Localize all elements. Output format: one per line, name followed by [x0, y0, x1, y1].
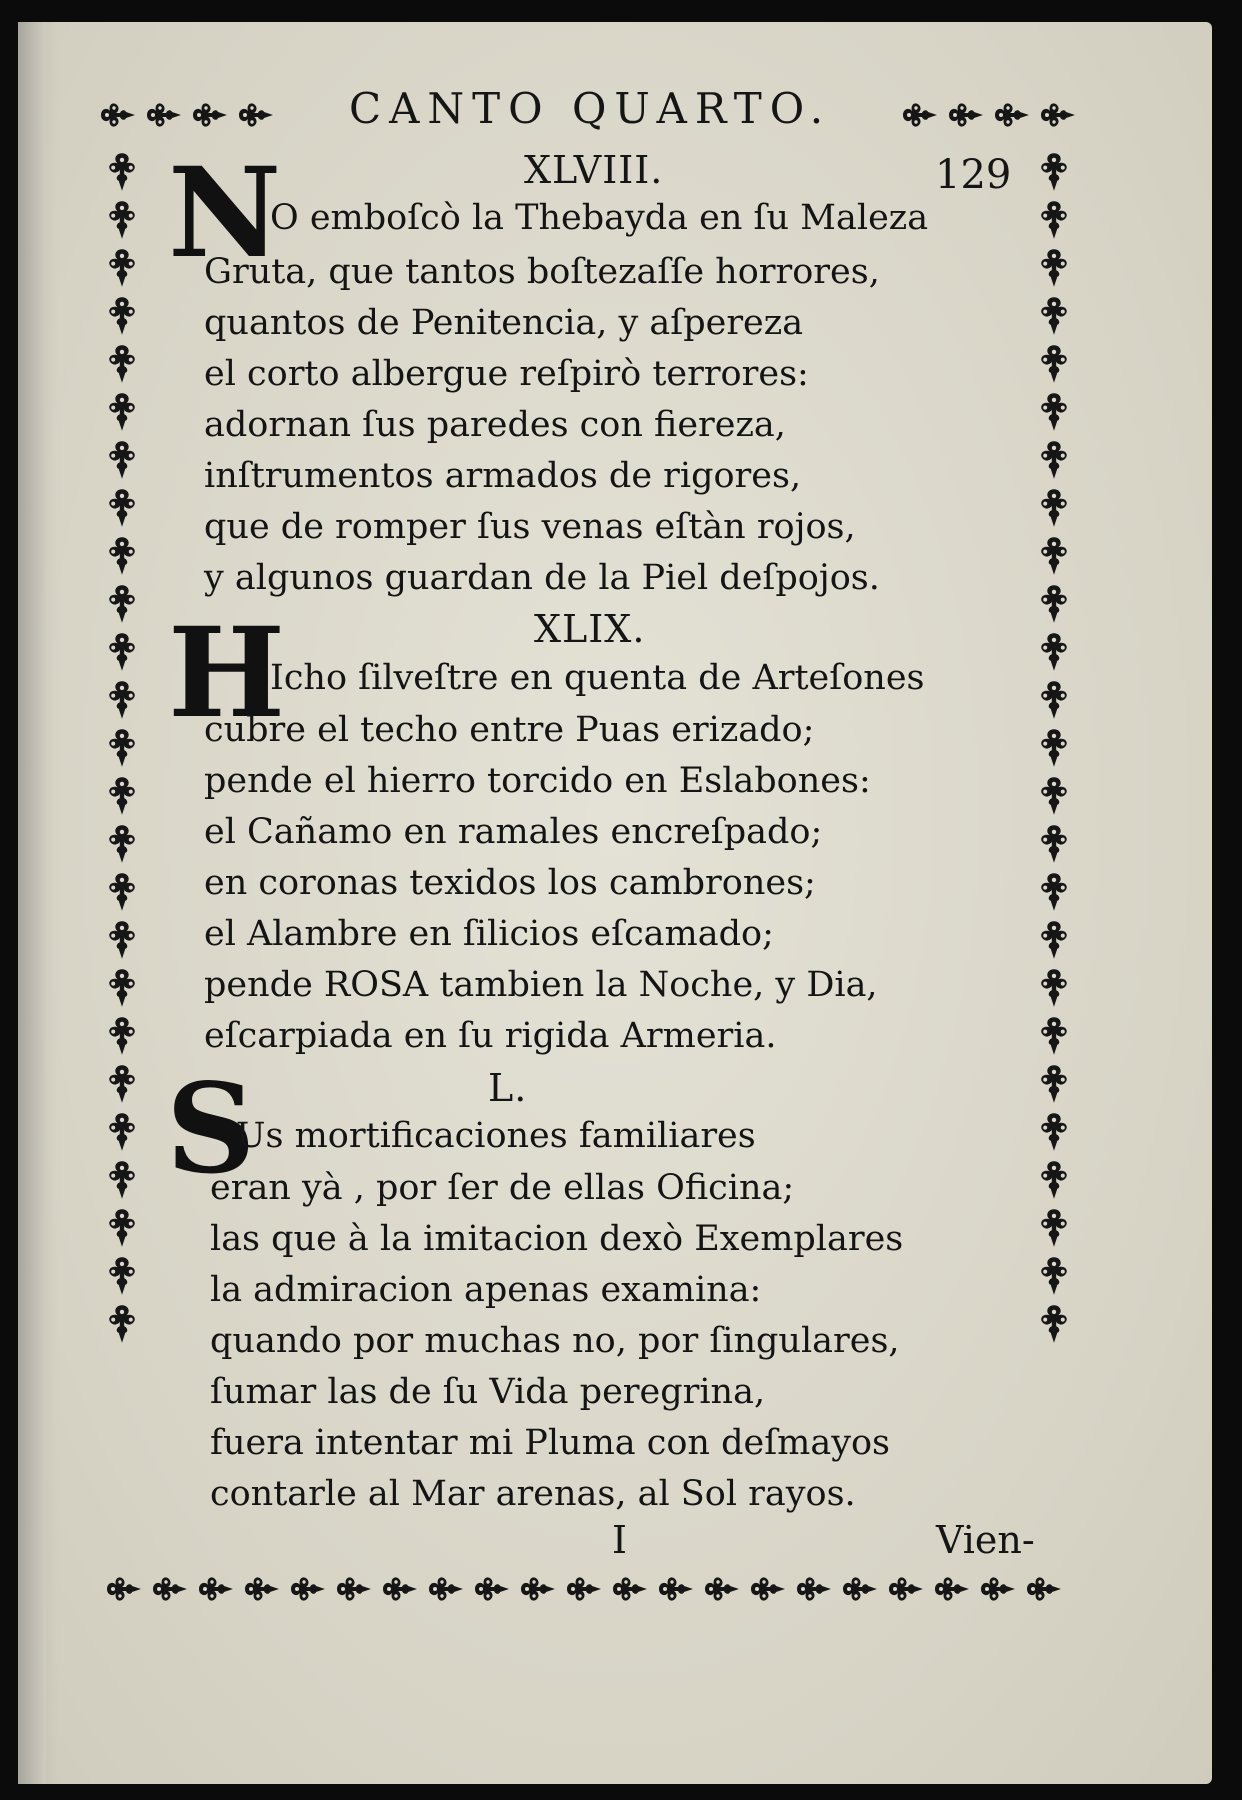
fleuron-icon [100, 486, 144, 530]
verse-line: pende ROSA tambien la Noche, y Dia, [204, 965, 878, 1005]
fleuron-icon [100, 534, 144, 578]
stanza-numeral: XLVIII. [524, 148, 664, 192]
fleuron-icon [1032, 678, 1076, 722]
fleuron-icon [1032, 918, 1076, 962]
fleuron-icon [104, 1572, 144, 1606]
fleuron-icon [150, 1572, 190, 1606]
fleuron-icon [242, 1572, 282, 1606]
fleuron-icon [1032, 390, 1076, 434]
verse-line: eran yà , por ſer de ellas Oficina; [210, 1168, 795, 1208]
fleuron-icon [1032, 630, 1076, 674]
page-edge-left [18, 22, 46, 1784]
fleuron-icon [1032, 726, 1076, 770]
fleuron-icon [100, 1014, 144, 1058]
fleuron-icon [100, 198, 144, 242]
fleuron-icon [1032, 582, 1076, 626]
verse-line: que de romper ſus venas eſtàn rojos, [204, 507, 856, 547]
fleuron-icon [100, 1158, 144, 1202]
fleuron-icon [100, 1062, 144, 1106]
fleuron-icon [748, 1572, 788, 1606]
fleuron-icon [426, 1572, 466, 1606]
verse-line: la admiracion apenas examina: [210, 1270, 762, 1310]
fleuron-icon [656, 1572, 696, 1606]
fleuron-icon [1038, 98, 1078, 132]
fleuron-icon [1032, 150, 1076, 194]
fleuron-icon [100, 966, 144, 1010]
fleuron-icon [100, 918, 144, 962]
fleuron-icon [610, 1572, 650, 1606]
verse-line: el corto albergue reſpirò terrores: [204, 354, 809, 394]
fleuron-icon [100, 1254, 144, 1298]
fleuron-icon [100, 294, 144, 338]
fleuron-icon [100, 870, 144, 914]
fleuron-icon [100, 390, 144, 434]
fleuron-icon [100, 822, 144, 866]
fleuron-icon [1032, 534, 1076, 578]
fleuron-icon [564, 1572, 604, 1606]
fleuron-icon [334, 1572, 374, 1606]
fleuron-icon [100, 678, 144, 722]
fleuron-icon [1032, 486, 1076, 530]
fleuron-icon [1032, 1254, 1076, 1298]
fleuron-icon [1032, 246, 1076, 290]
fleuron-icon [946, 98, 986, 132]
fleuron-icon [1032, 1206, 1076, 1250]
fleuron-icon [1032, 1110, 1076, 1154]
fleuron-icon [1032, 1062, 1076, 1106]
catchword: Vien- [936, 1518, 1035, 1562]
verse-line: el Cañamo en ramales encreſpado; [204, 812, 823, 852]
top-right-ornaments [900, 98, 1078, 132]
verse-line: y algunos guardan de la Piel deſpojos. [204, 558, 880, 598]
fleuron-icon [196, 1572, 236, 1606]
fleuron-icon [98, 98, 138, 132]
fleuron-icon [100, 1302, 144, 1346]
fleuron-icon [1032, 822, 1076, 866]
verse-line: Us mortificaciones familiares [236, 1116, 756, 1156]
verse-line: el Alambre en ſilicios eſcamado; [204, 914, 774, 954]
fleuron-icon [100, 342, 144, 386]
drop-cap: H [168, 601, 286, 746]
fleuron-icon [100, 438, 144, 482]
fleuron-icon [1024, 1572, 1064, 1606]
top-left-ornaments [98, 98, 276, 132]
verse-line: inſtrumentos armados de rigores, [204, 456, 802, 496]
stanza-numeral: L. [488, 1066, 528, 1110]
running-title: CANTO QUARTO. [348, 84, 832, 133]
verse-line: ſumar las de ſu Vida peregrina, [210, 1372, 766, 1412]
fleuron-icon [100, 1206, 144, 1250]
fleuron-icon [1032, 1014, 1076, 1058]
stanza-numeral: XLIX. [534, 607, 646, 651]
verse-line: las que à la imitacion dexò Exemplares [210, 1219, 904, 1259]
fleuron-icon [380, 1572, 420, 1606]
fleuron-icon [1032, 966, 1076, 1010]
fleuron-icon [1032, 198, 1076, 242]
fleuron-icon [992, 98, 1032, 132]
fleuron-icon [100, 1110, 144, 1154]
fleuron-icon [100, 582, 144, 626]
verse-line: contarle al Mar arenas, al Sol rayos. [210, 1474, 856, 1514]
bottom-ornament-border [104, 1572, 1064, 1606]
verse-line: fuera intentar mi Pluma con deſmayos [210, 1423, 891, 1463]
verse-line: Icho ſilveſtre en quenta de Arteſones [270, 658, 925, 698]
fleuron-icon [1032, 294, 1076, 338]
verse-line: cubre el techo entre Puas erizado; [204, 710, 815, 750]
fleuron-icon [288, 1572, 328, 1606]
fleuron-icon [472, 1572, 512, 1606]
right-ornament-border [1032, 150, 1076, 1346]
verse-line: Gruta, que tantos boſtezaſſe horrores, [204, 252, 880, 292]
fleuron-icon [794, 1572, 834, 1606]
fleuron-icon [236, 98, 276, 132]
fleuron-icon [100, 246, 144, 290]
verse-line: O emboſcò la Thebayda en ſu Maleza [270, 198, 929, 238]
fleuron-icon [1032, 870, 1076, 914]
fleuron-icon [100, 150, 144, 194]
fleuron-icon [932, 1572, 972, 1606]
verse-line: quando por muchas no, por ſingulares, [210, 1321, 900, 1361]
drop-cap: S [166, 1057, 256, 1202]
fleuron-icon [100, 774, 144, 818]
fleuron-icon [190, 98, 230, 132]
fleuron-icon [1032, 342, 1076, 386]
fleuron-icon [144, 98, 184, 132]
fleuron-icon [978, 1572, 1018, 1606]
fleuron-icon [1032, 774, 1076, 818]
verse-line: en coronas texidos los cambrones; [204, 863, 816, 903]
signature-mark: I [612, 1518, 628, 1562]
fleuron-icon [900, 98, 940, 132]
fleuron-icon [100, 726, 144, 770]
fleuron-icon [100, 630, 144, 674]
fleuron-icon [840, 1572, 880, 1606]
verse-line: adornan ſus paredes con fiereza, [204, 405, 786, 445]
fleuron-icon [518, 1572, 558, 1606]
page-number: 129 [935, 152, 1012, 198]
fleuron-icon [1032, 438, 1076, 482]
fleuron-icon [702, 1572, 742, 1606]
fleuron-icon [1032, 1302, 1076, 1346]
verse-line: eſcarpiada en ſu rigida Armeria. [204, 1016, 777, 1056]
drop-cap: N [168, 141, 282, 286]
fleuron-icon [1032, 1158, 1076, 1202]
left-ornament-border [100, 150, 144, 1346]
verse-line: quantos de Penitencia, y aſpereza [204, 303, 804, 343]
fleuron-icon [886, 1572, 926, 1606]
verse-line: pende el hierro torcido en Eslabones: [204, 761, 871, 801]
